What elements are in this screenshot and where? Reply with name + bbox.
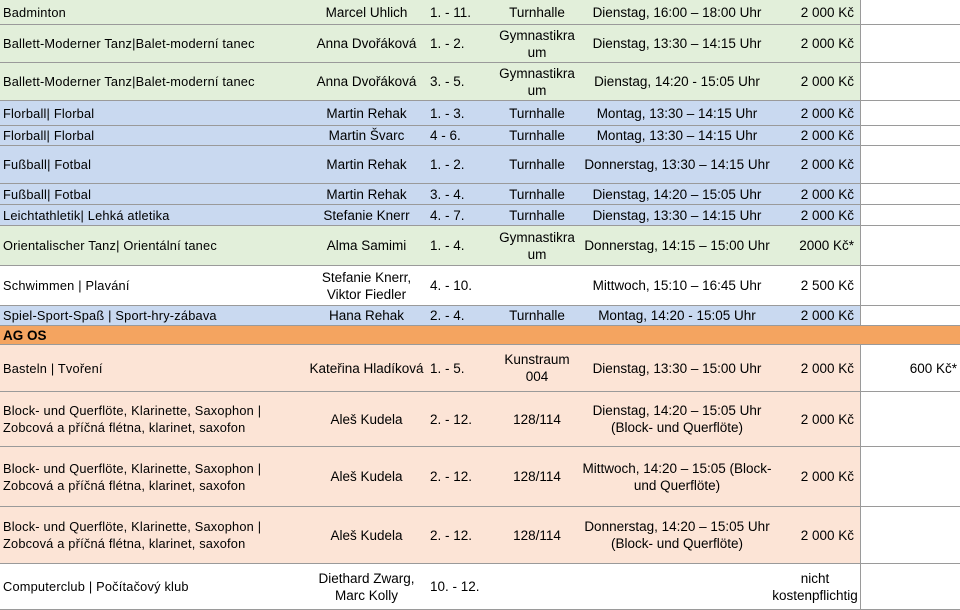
- table-row: [0, 126, 960, 146]
- price-cell: 2 000 Kč: [800, 74, 854, 89]
- room-cell: Turnhalle: [509, 157, 565, 172]
- room-cell: Turnhalle: [509, 186, 565, 202]
- table-row: [0, 0, 960, 25]
- room-cell: [492, 63, 582, 100]
- table-row: [0, 25, 960, 63]
- time-cell: [582, 447, 772, 506]
- activity-cell: Basteln | Tvoření: [3, 360, 103, 376]
- room-cell: Turnhalle: [509, 128, 565, 143]
- time-cell: [582, 392, 772, 446]
- activity-cell: Schwimmen | Plavání: [3, 278, 130, 293]
- price-cell: 2 500 Kč: [800, 278, 854, 293]
- section-header-row: [0, 326, 960, 345]
- price-cell: 2 000 Kč: [800, 4, 854, 20]
- price-cell: 2 000 Kč: [800, 469, 854, 484]
- price-cell: 2 000 Kč: [800, 157, 854, 172]
- time-cell: [582, 564, 772, 609]
- teacher-cell: Aleš Kudela: [330, 527, 403, 543]
- table-row: [0, 184, 960, 205]
- teacher-cell: Kateřina Hladíková: [309, 360, 424, 376]
- teacher-cell: Alma Samimi: [326, 238, 407, 253]
- time-cell: Montag, 13:30 – 14:15 Uhr: [596, 105, 758, 121]
- price-cell-line: nicht: [800, 570, 830, 586]
- teacher-cell: Marcel Uhlich: [325, 4, 408, 20]
- activity-cell: Fußball| Fotbal: [3, 157, 92, 172]
- activity-cell: [3, 392, 303, 446]
- time-cell-line: (Block- und Querflöte): [610, 536, 744, 551]
- time-cell: Dienstag, 14:20 - 15:05 Uhr: [594, 74, 760, 89]
- time-cell-line: und Querflöte): [633, 477, 721, 493]
- classes-cell: 2. - 12.: [430, 411, 473, 427]
- table-row: [0, 564, 960, 610]
- teacher-cell: Martin Rehak: [326, 157, 407, 172]
- activity-cell: Florball| Florbal: [3, 105, 95, 121]
- classes-cell: 1. - 3.: [430, 105, 465, 121]
- room-cell: 128/114: [513, 527, 561, 543]
- table-row: [0, 146, 960, 184]
- table-row: [0, 345, 960, 392]
- classes-cell: 2. - 12.: [430, 469, 473, 484]
- teacher-cell-line: Marc Kolly: [334, 587, 398, 603]
- classes-cell: 1. - 4.: [430, 238, 465, 253]
- room-cell: [492, 226, 582, 265]
- time-cell: Montag, 13:30 – 14:15 Uhr: [596, 128, 758, 143]
- activity-cell-line: Zobcová a příčná flétna, klarinet, saxofon: [3, 536, 246, 551]
- table-row: [0, 226, 960, 266]
- time-cell: Mittwoch, 15:10 – 16:45 Uhr: [592, 278, 762, 293]
- classes-cell: 4 - 6.: [430, 128, 461, 143]
- time-cell: Dienstag, 13:30 – 14:15 Uhr: [592, 207, 762, 223]
- price-cell: 2 000 Kč: [800, 36, 854, 51]
- price-cell: 2 000 Kč: [800, 128, 854, 143]
- teacher-cell-line: Stefanie Knerr,: [321, 269, 412, 285]
- teacher-cell: Stefanie Knerr: [323, 207, 410, 223]
- teacher-cell: Martin Rehak: [326, 105, 407, 121]
- price-cell-line: kostenpflichtig: [772, 587, 858, 603]
- table-row: [0, 63, 960, 101]
- section-title: AG OS: [3, 327, 47, 343]
- activity-cell: [3, 507, 303, 563]
- activity-cell: Spiel-Sport-Spaß | Sport-hry-zábava: [3, 308, 217, 323]
- room-cell: [492, 345, 582, 391]
- activity-cell: [3, 447, 303, 506]
- time-cell-line: Donnerstag, 14:20 – 15:05 Uhr: [584, 519, 770, 534]
- time-cell: Dienstag, 13:30 – 14:15 Uhr: [592, 36, 762, 51]
- teacher-cell: Hana Rehak: [328, 308, 405, 323]
- time-cell: Dienstag, 13:30 – 15:00 Uhr: [592, 360, 762, 376]
- room-cell-line: Gymnastikra: [499, 27, 575, 43]
- classes-cell: 4. - 7.: [430, 207, 465, 223]
- classes-cell: 1. - 11.: [430, 4, 472, 20]
- teacher-cell-line: Viktor Fiedler: [326, 286, 407, 302]
- time-cell: Donnerstag, 13:30 – 14:15 Uhr: [584, 157, 770, 172]
- activity-cell: Florball| Florbal: [3, 128, 95, 143]
- room-cell: Turnhalle: [509, 105, 565, 121]
- price-cell: 2 000 Kč: [800, 360, 854, 376]
- room-cell: [492, 25, 582, 62]
- room-cell: 128/114: [513, 469, 561, 484]
- room-cell: Turnhalle: [509, 308, 565, 323]
- time-cell-line: (Block- und Querflöte): [610, 420, 744, 435]
- activity-cell: Computerclub | Počítačový klub: [3, 579, 189, 594]
- activity-cell-line: Zobcová a příčná flétna, klarinet, saxofon: [3, 420, 246, 435]
- teacher-cell: Martin Rehak: [326, 186, 407, 202]
- room-cell: 128/114: [513, 411, 561, 427]
- table-row: [0, 447, 960, 507]
- activity-cell: Ballett-Moderner Tanz|Balet-moderní tanec: [3, 74, 255, 89]
- classes-cell: 1. - 2.: [430, 157, 465, 172]
- activity-cell: Fußball| Fotbal: [3, 186, 92, 202]
- price-cell: [770, 564, 860, 609]
- price-cell: 2000 Kč*: [799, 238, 854, 253]
- teacher-cell: Anna Dvořáková: [316, 74, 417, 89]
- classes-cell: 1. - 5.: [430, 360, 465, 376]
- price-cell: 2 000 Kč: [800, 207, 854, 223]
- teacher-cell: Martin Švarc: [328, 128, 405, 143]
- extra-fee-cell: 600 Kč*: [909, 360, 957, 376]
- activity-cell-line: Block- und Querflöte, Klarinette, Saxophon |: [3, 519, 262, 534]
- classes-cell: 1. - 2.: [430, 36, 465, 51]
- table-row: [0, 266, 960, 306]
- activity-cell-line: Block- und Querflöte, Klarinette, Saxophon |: [3, 403, 262, 418]
- activity-cell: Leichtathletik| Lehká atletika: [3, 207, 170, 223]
- time-cell: Donnerstag, 14:15 – 15:00 Uhr: [584, 238, 770, 253]
- classes-cell: 2. - 4.: [430, 308, 465, 323]
- room-cell-line: um: [527, 44, 547, 60]
- price-cell: 2 000 Kč: [800, 308, 854, 323]
- table-row: [0, 101, 960, 126]
- activity-cell: Badminton: [3, 4, 66, 20]
- room-cell-line: Gymnastikra: [499, 65, 575, 81]
- time-cell-line: Dienstag, 14:20 – 15:05 Uhr: [592, 403, 762, 418]
- room-cell: [492, 266, 582, 305]
- room-cell: Turnhalle: [509, 207, 565, 223]
- activity-cell-line: Zobcová a příčná flétna, klarinet, saxofon: [3, 477, 246, 493]
- table-row: [0, 205, 960, 226]
- price-cell: 2 000 Kč: [800, 105, 854, 121]
- teacher-cell: Aleš Kudela: [330, 469, 403, 484]
- time-cell: Dienstag, 16:00 – 18:00 Uhr: [592, 4, 762, 20]
- classes-cell: 3. - 4.: [430, 186, 465, 202]
- time-cell: [582, 507, 772, 563]
- price-cell: 2 000 Kč: [800, 411, 854, 427]
- table-row: [0, 392, 960, 447]
- time-cell-line: Mittwoch, 14:20 – 15:05 (Block-: [582, 460, 772, 476]
- teacher-cell: Anna Dvořáková: [316, 36, 417, 51]
- room-cell: [492, 564, 582, 609]
- table-row: [0, 306, 960, 326]
- classes-cell: 2. - 12.: [430, 527, 473, 543]
- teacher-cell: [304, 266, 429, 305]
- teacher-cell: Aleš Kudela: [330, 411, 403, 427]
- room-cell-line: Kunstraum: [504, 352, 570, 367]
- price-cell: 2 000 Kč: [800, 186, 854, 202]
- teacher-cell: [304, 564, 429, 609]
- table-row: [0, 507, 960, 564]
- classes-cell: 3. - 5.: [430, 74, 465, 89]
- activity-cell: Ballett-Moderner Tanz|Balet-moderní tanec: [3, 36, 255, 51]
- price-cell: 2 000 Kč: [800, 527, 854, 543]
- time-cell: Dienstag, 14:20 – 15:05 Uhr: [592, 186, 762, 202]
- teacher-cell-line: Diethard Zwarg,: [318, 570, 415, 586]
- room-cell-line: Gymnastikra: [499, 229, 575, 245]
- activity-cell: Orientalischer Tanz| Orientální tanec: [3, 238, 217, 253]
- room-cell-line: um: [527, 246, 547, 262]
- room-cell: Turnhalle: [509, 4, 565, 20]
- classes-cell: 4. - 10.: [430, 278, 473, 293]
- time-cell: Montag, 14:20 - 15:05 Uhr: [598, 308, 756, 323]
- room-cell-line: um: [527, 82, 547, 98]
- classes-cell: 10. - 12.: [430, 579, 480, 594]
- activity-cell-line: Block- und Querflöte, Klarinette, Saxophon |: [3, 460, 262, 476]
- room-cell-line: 004: [525, 369, 549, 384]
